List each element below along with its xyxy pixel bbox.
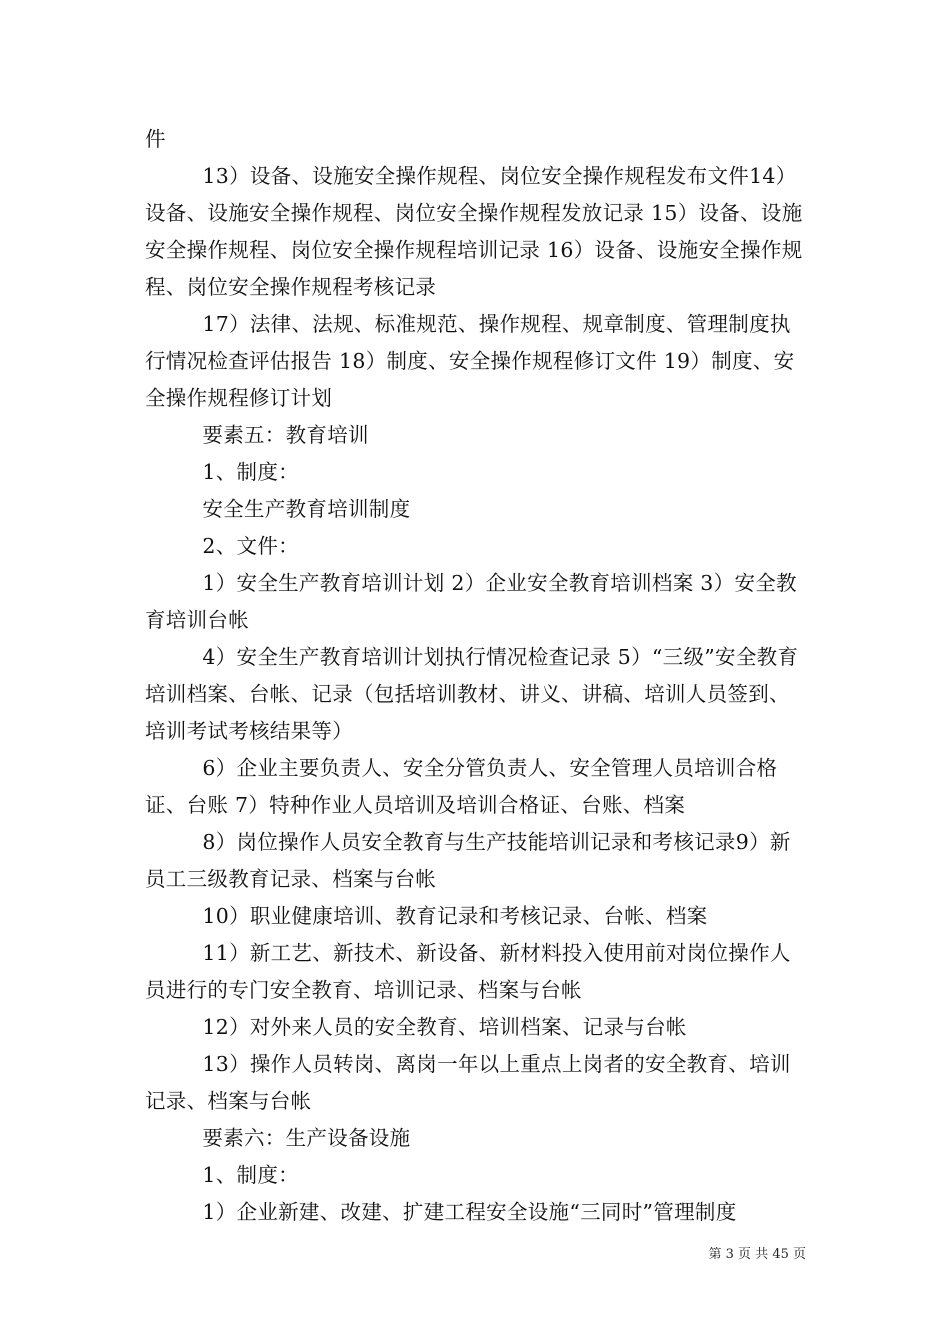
subheading-system: 1、制度：	[202, 460, 299, 484]
subheading-system-2: 1、制度：	[202, 1163, 299, 1187]
paragraph-training-system: 安全生产教育培训制度	[202, 497, 411, 521]
paragraph-doc-item-11: 11）新工艺、新技术、新设备、新材料投入使用前对岗位操作人员进行的专门安全教育、培训记录、档案与台帐	[145, 941, 791, 1002]
paragraph-doc-item-10: 10）职业健康培训、教育记录和考核记录、台帐、档案	[202, 904, 708, 928]
paragraph-doc-item-12: 12）对外来人员的安全教育、培训档案、记录与台帐	[202, 1015, 687, 1039]
paragraph-equipment-item-1: 1）企业新建、改建、扩建工程安全设施“三同时”管理制度	[202, 1200, 737, 1224]
document-body	[145, 121, 810, 1231]
paragraph-doc-item-4-5: 4）安全生产教育培训计划执行情况检查记录 5）“三级”安全教育培训档案、台帐、记录（包括培训教材、讲义、讲稿、培训人员签到、培训考试考核结果等）	[145, 645, 799, 743]
subheading-documents: 2、文件：	[202, 534, 299, 558]
paragraph-doc-item-8-9: 8）岗位操作人员安全教育与生产技能培训记录和考核记录9）新员工三级教育记录、档案与台帐	[145, 830, 791, 891]
paragraph-item-17-19: 17）法律、法规、标准规范、操作规程、规章制度、管理制度执行情况检查评估报告 18）制度、安全操作规程修订文件 19）制度、安全操作规程修订计划	[145, 312, 795, 410]
paragraph-continuation: 件	[145, 127, 166, 151]
paragraph-doc-item-6-7: 6）企业主要负责人、安全分管负责人、安全管理人员培训合格证、台账 7）特种作业人员培训及培训合格证、台账、档案	[145, 756, 778, 817]
paragraph-item-13-16: 13）设备、设施安全操作规程、岗位安全操作规程发布文件14）设备、设施安全操作规程、岗位安全操作规程发放记录 15）设备、设施安全操作规程、岗位安全操作规程培训记录 16）设备、设施安全操作规程、岗位安全操作规程考核记录	[145, 164, 803, 299]
page-number-footer: 第 3 页 共 45 页	[708, 1247, 806, 1262]
section-heading-education-training: 要素五：教育培训	[202, 423, 369, 447]
section-heading-production-equipment: 要素六：生产设备设施	[202, 1126, 411, 1150]
paragraph-doc-item-13: 13）操作人员转岗、离岗一年以上重点上岗者的安全教育、培训记录、档案与台帐	[145, 1052, 791, 1113]
paragraph-doc-item-1-3: 1）安全生产教育培训计划 2）企业安全教育培训档案 3）安全教育培训台帐	[145, 571, 797, 632]
